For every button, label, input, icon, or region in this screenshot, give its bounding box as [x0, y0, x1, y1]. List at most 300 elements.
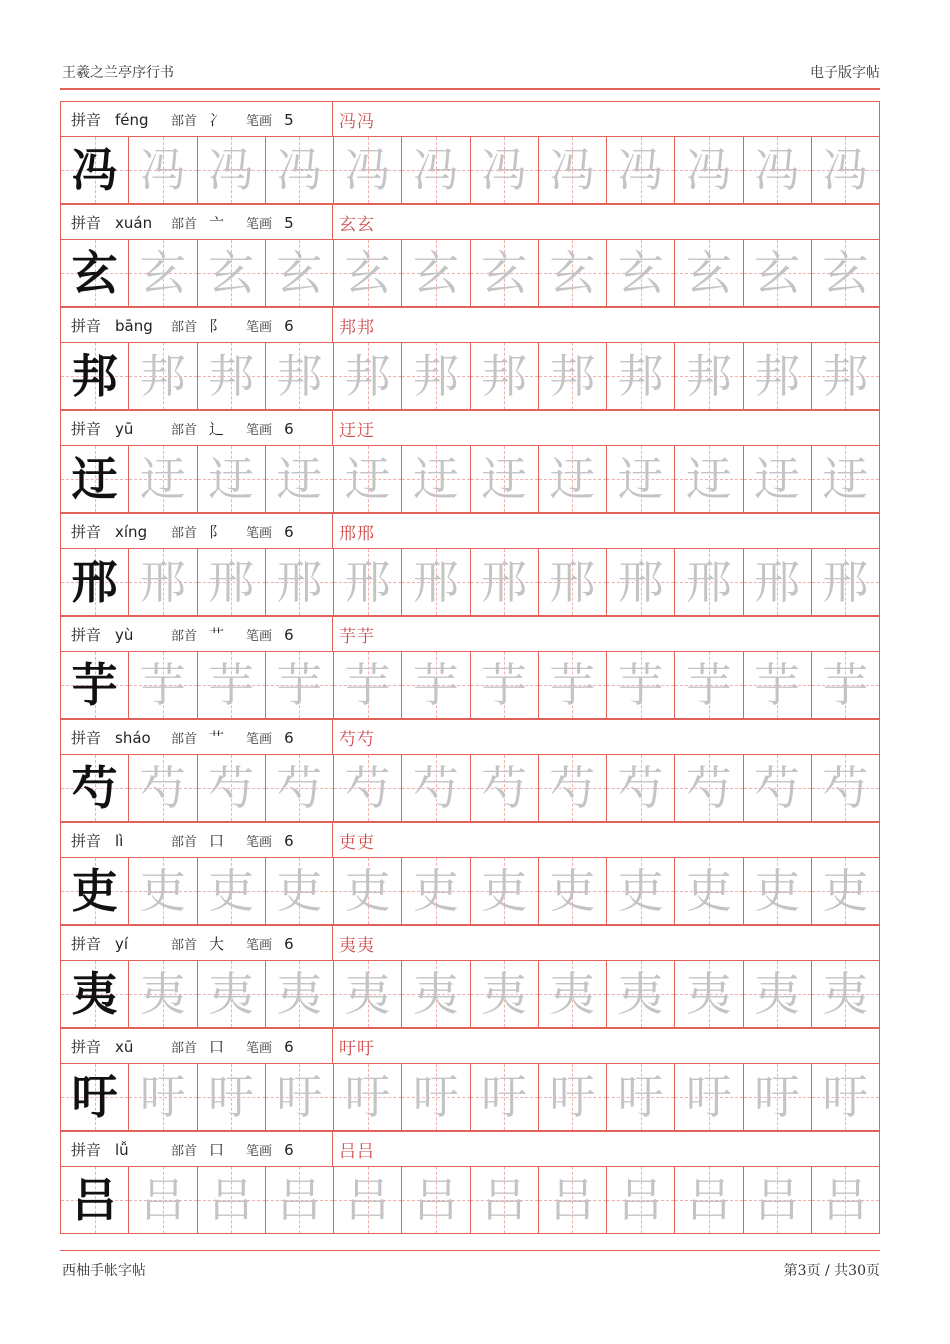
trace-cell — [744, 343, 812, 409]
trace-cell — [675, 549, 743, 615]
trace-character: 邢 — [685, 555, 732, 609]
trace-cell — [334, 1167, 402, 1233]
trace-cell — [607, 549, 675, 615]
char-meta — [61, 926, 333, 961]
trace-character: 吕 — [208, 1173, 255, 1227]
trace-cell — [471, 1064, 539, 1130]
trace-cell — [744, 446, 812, 512]
trace-cell — [402, 446, 470, 512]
trace-character: 邦 — [481, 349, 528, 403]
trace-character: 邢 — [754, 555, 801, 609]
trace-character: 芋 — [344, 658, 391, 712]
radical-value: 亠 — [209, 214, 225, 232]
stroke-count-value: 6 — [284, 934, 294, 953]
trace-cell — [607, 652, 675, 718]
trace-cell — [471, 343, 539, 409]
practice-row — [60, 719, 880, 822]
trace-character: 芍 — [549, 761, 596, 815]
trace-character: 邢 — [481, 555, 528, 609]
stroke-count-value: 5 — [284, 213, 294, 232]
info-bar — [60, 616, 880, 652]
trace-character: 芍 — [344, 761, 391, 815]
trace-cell — [607, 343, 675, 409]
trace-character: 玄 — [276, 246, 323, 300]
char-meta — [61, 102, 333, 137]
trace-character: 芋 — [208, 658, 255, 712]
stroke-count-label: 笔画 — [246, 629, 273, 644]
trace-character: 玄 — [685, 246, 732, 300]
radical-label: 部首 — [171, 320, 198, 335]
trace-cell — [607, 240, 675, 306]
trace-character: 吏 — [685, 864, 732, 918]
trace-character: 吏 — [276, 864, 323, 918]
trace-character: 吏 — [344, 864, 391, 918]
trace-character: 夷 — [344, 967, 391, 1021]
stroke-order: 邦邦 — [339, 318, 375, 338]
trace-character: 吕 — [344, 1173, 391, 1227]
char-meta — [61, 411, 333, 446]
trace-cell — [129, 755, 197, 821]
trace-cell — [471, 755, 539, 821]
trace-cell — [334, 652, 402, 718]
trace-character: 吁 — [685, 1070, 732, 1124]
info-bar — [60, 410, 880, 446]
trace-cell — [539, 343, 607, 409]
trace-character: 吏 — [549, 864, 596, 918]
trace-cell — [129, 137, 197, 203]
trace-cell — [402, 755, 470, 821]
stroke-order: 吏吏 — [339, 833, 375, 853]
practice-grid — [60, 342, 880, 410]
trace-character: 迂 — [412, 452, 459, 506]
radical-label: 部首 — [171, 629, 198, 644]
model-cell — [61, 858, 129, 924]
trace-cell — [334, 343, 402, 409]
trace-character: 邦 — [139, 349, 186, 403]
trace-character: 邦 — [685, 349, 732, 403]
trace-cell — [129, 343, 197, 409]
radical-label: 部首 — [171, 835, 198, 850]
trace-cell — [744, 549, 812, 615]
trace-character: 吕 — [822, 1173, 869, 1227]
stroke-count-value: 6 — [284, 1140, 294, 1159]
header-title: 王羲之兰亭序行书 — [62, 65, 174, 81]
trace-character: 迂 — [754, 452, 801, 506]
model-cell — [61, 137, 129, 203]
info-bar — [60, 513, 880, 549]
trace-character: 吏 — [617, 864, 664, 918]
trace-character: 芋 — [685, 658, 732, 712]
trace-cell — [675, 137, 743, 203]
trace-character: 芍 — [139, 761, 186, 815]
trace-character: 冯 — [412, 143, 459, 197]
pinyin-label: 拼音 — [71, 523, 102, 541]
trace-character: 邢 — [617, 555, 664, 609]
trace-cell — [266, 137, 334, 203]
trace-cell — [471, 1167, 539, 1233]
trace-cell — [334, 1064, 402, 1130]
model-cell — [61, 446, 129, 512]
model-cell — [61, 1064, 129, 1130]
char-meta — [61, 1132, 333, 1167]
model-character: 邢 — [71, 555, 118, 609]
trace-character: 吁 — [276, 1070, 323, 1124]
trace-cell — [744, 961, 812, 1027]
trace-character: 冯 — [276, 143, 323, 197]
trace-cell — [471, 549, 539, 615]
model-character: 吏 — [71, 864, 118, 918]
stroke-count-label: 笔画 — [246, 423, 273, 438]
trace-character: 芋 — [139, 658, 186, 712]
footer-divider — [60, 1250, 880, 1251]
trace-cell — [266, 1064, 334, 1130]
trace-character: 玄 — [617, 246, 664, 300]
trace-cell — [402, 961, 470, 1027]
trace-cell — [744, 652, 812, 718]
page-number: 第3页 / 共30页 — [783, 1263, 880, 1279]
trace-character: 吕 — [412, 1173, 459, 1227]
trace-character: 芋 — [276, 658, 323, 712]
trace-cell — [266, 961, 334, 1027]
model-character: 玄 — [71, 246, 118, 300]
trace-cell — [402, 652, 470, 718]
trace-cell — [607, 1064, 675, 1130]
model-character: 吁 — [71, 1070, 118, 1124]
pinyin-value: yù — [115, 625, 134, 644]
stroke-count-value: 6 — [284, 625, 294, 644]
stroke-count-value: 6 — [284, 1037, 294, 1056]
char-meta — [61, 1029, 333, 1064]
trace-character: 吏 — [208, 864, 255, 918]
trace-character: 邦 — [754, 349, 801, 403]
pinyin-label: 拼音 — [71, 111, 102, 129]
trace-cell — [744, 1167, 812, 1233]
trace-cell — [198, 858, 266, 924]
trace-cell — [675, 240, 743, 306]
trace-character: 吕 — [754, 1173, 801, 1227]
stroke-count-label: 笔画 — [246, 732, 273, 747]
practice-grid — [60, 548, 880, 616]
pinyin-label: 拼音 — [71, 935, 102, 953]
trace-cell — [334, 240, 402, 306]
model-character: 邦 — [71, 349, 118, 403]
trace-cell — [198, 1167, 266, 1233]
trace-character: 迂 — [276, 452, 323, 506]
stroke-count-label: 笔画 — [246, 1041, 273, 1056]
trace-character: 芍 — [685, 761, 732, 815]
pinyin-label: 拼音 — [71, 214, 102, 232]
trace-cell — [334, 858, 402, 924]
trace-character: 夷 — [208, 967, 255, 1021]
stroke-count-value: 6 — [284, 316, 294, 335]
trace-character: 夷 — [549, 967, 596, 1021]
trace-cell — [744, 858, 812, 924]
stroke-order: 吁吁 — [339, 1039, 375, 1059]
radical-value: 口 — [209, 832, 225, 850]
radical-label: 部首 — [171, 114, 198, 129]
trace-cell — [539, 652, 607, 718]
trace-character: 邢 — [276, 555, 323, 609]
pinyin-value: xuán — [115, 213, 153, 232]
trace-character: 冯 — [481, 143, 528, 197]
trace-cell — [675, 755, 743, 821]
trace-character: 玄 — [822, 246, 869, 300]
trace-character: 夷 — [412, 967, 459, 1021]
trace-cell — [266, 240, 334, 306]
trace-character: 冯 — [617, 143, 664, 197]
char-meta — [61, 308, 333, 343]
trace-cell — [812, 961, 879, 1027]
pinyin-label: 拼音 — [71, 626, 102, 644]
trace-character: 吏 — [481, 864, 528, 918]
trace-character: 吁 — [208, 1070, 255, 1124]
practice-grid — [60, 1166, 880, 1234]
trace-character: 芍 — [208, 761, 255, 815]
trace-character: 吕 — [549, 1173, 596, 1227]
trace-cell — [812, 240, 879, 306]
stroke-order: 冯冯 — [339, 112, 375, 132]
stroke-count-label: 笔画 — [246, 114, 273, 129]
trace-cell — [539, 1167, 607, 1233]
trace-cell — [402, 343, 470, 409]
trace-character: 邢 — [344, 555, 391, 609]
stroke-order: 迂迂 — [339, 421, 375, 441]
trace-character: 吏 — [139, 864, 186, 918]
footer-brand: 西柚手帐字帖 — [62, 1263, 146, 1279]
stroke-count-value: 6 — [284, 831, 294, 850]
trace-character: 玄 — [412, 246, 459, 300]
radical-label: 部首 — [171, 1041, 198, 1056]
trace-cell — [198, 446, 266, 512]
stroke-count-label: 笔画 — [246, 835, 273, 850]
model-cell — [61, 240, 129, 306]
radical-value: 口 — [209, 1038, 225, 1056]
char-meta — [61, 617, 333, 652]
trace-character: 迂 — [617, 452, 664, 506]
trace-cell — [744, 1064, 812, 1130]
trace-character: 吁 — [617, 1070, 664, 1124]
trace-character: 玄 — [481, 246, 528, 300]
trace-character: 吁 — [822, 1070, 869, 1124]
trace-character: 玄 — [208, 246, 255, 300]
practice-row — [60, 822, 880, 925]
char-meta — [61, 823, 333, 858]
trace-character: 迂 — [139, 452, 186, 506]
trace-cell — [402, 240, 470, 306]
trace-character: 夷 — [617, 967, 664, 1021]
trace-character: 芍 — [754, 761, 801, 815]
trace-cell — [198, 755, 266, 821]
char-meta — [61, 205, 333, 240]
trace-character: 吁 — [139, 1070, 186, 1124]
trace-character: 迂 — [549, 452, 596, 506]
trace-character: 邢 — [822, 555, 869, 609]
pinyin-value: lì — [115, 831, 124, 850]
trace-cell — [198, 240, 266, 306]
practice-grid — [60, 960, 880, 1028]
pinyin-label: 拼音 — [71, 832, 102, 850]
trace-character: 迂 — [685, 452, 732, 506]
trace-cell — [266, 549, 334, 615]
radical-value: 冫 — [209, 111, 225, 129]
trace-cell — [402, 549, 470, 615]
practice-grid — [60, 445, 880, 513]
trace-character: 邦 — [344, 349, 391, 403]
trace-cell — [471, 446, 539, 512]
practice-grid — [60, 754, 880, 822]
radical-label: 部首 — [171, 217, 198, 232]
trace-cell — [675, 1167, 743, 1233]
trace-cell — [539, 961, 607, 1027]
model-character: 芋 — [71, 658, 118, 712]
trace-cell — [198, 137, 266, 203]
radical-label: 部首 — [171, 732, 198, 747]
radical-value: 口 — [209, 1141, 225, 1159]
info-bar — [60, 1028, 880, 1064]
trace-character: 芍 — [412, 761, 459, 815]
trace-cell — [266, 1167, 334, 1233]
trace-character: 冯 — [549, 143, 596, 197]
trace-cell — [266, 858, 334, 924]
model-character: 夷 — [71, 967, 118, 1021]
trace-character: 冯 — [822, 143, 869, 197]
info-bar — [60, 719, 880, 755]
trace-character: 吏 — [412, 864, 459, 918]
trace-cell — [607, 137, 675, 203]
practice-row — [60, 204, 880, 307]
radical-value: 大 — [209, 935, 225, 953]
trace-cell — [266, 343, 334, 409]
trace-character: 邦 — [208, 349, 255, 403]
model-cell — [61, 549, 129, 615]
trace-character: 芋 — [617, 658, 664, 712]
pinyin-label: 拼音 — [71, 317, 102, 335]
trace-cell — [198, 343, 266, 409]
trace-character: 芍 — [276, 761, 323, 815]
stroke-count-value: 5 — [284, 110, 294, 129]
trace-cell — [129, 240, 197, 306]
trace-character: 芋 — [481, 658, 528, 712]
trace-cell — [402, 137, 470, 203]
trace-character: 邦 — [617, 349, 664, 403]
trace-character: 芋 — [549, 658, 596, 712]
trace-cell — [607, 1167, 675, 1233]
trace-cell — [675, 1064, 743, 1130]
radical-value: 艹 — [209, 626, 225, 644]
trace-cell — [675, 858, 743, 924]
trace-character: 吁 — [754, 1070, 801, 1124]
pinyin-value: sháo — [115, 728, 151, 747]
pinyin-label: 拼音 — [71, 420, 102, 438]
trace-cell — [812, 652, 879, 718]
trace-cell — [334, 446, 402, 512]
info-bar — [60, 925, 880, 961]
trace-cell — [607, 858, 675, 924]
trace-character: 芍 — [822, 761, 869, 815]
trace-character: 吕 — [139, 1173, 186, 1227]
info-bar — [60, 1131, 880, 1167]
trace-character: 芋 — [754, 658, 801, 712]
trace-character: 玄 — [344, 246, 391, 300]
trace-character: 吁 — [412, 1070, 459, 1124]
trace-character: 夷 — [481, 967, 528, 1021]
trace-character: 冯 — [344, 143, 391, 197]
trace-cell — [266, 446, 334, 512]
pinyin-value: lǚ — [115, 1140, 129, 1159]
pinyin-value: xū — [115, 1037, 134, 1056]
trace-cell — [539, 755, 607, 821]
model-cell — [61, 1167, 129, 1233]
model-character: 迂 — [71, 452, 118, 506]
trace-character: 迂 — [208, 452, 255, 506]
practice-sheet — [60, 101, 880, 1234]
trace-cell — [402, 1167, 470, 1233]
trace-character: 邦 — [822, 349, 869, 403]
trace-character: 邦 — [276, 349, 323, 403]
trace-character: 玄 — [139, 246, 186, 300]
trace-cell — [471, 858, 539, 924]
model-cell — [61, 755, 129, 821]
header-divider — [60, 88, 880, 90]
header-subtitle: 电子版字帖 — [810, 65, 880, 81]
trace-cell — [334, 137, 402, 203]
practice-grid — [60, 1063, 880, 1131]
trace-cell — [744, 755, 812, 821]
trace-cell — [266, 755, 334, 821]
trace-character: 吕 — [685, 1173, 732, 1227]
stroke-count-value: 6 — [284, 419, 294, 438]
trace-character: 邢 — [412, 555, 459, 609]
trace-character: 夷 — [139, 967, 186, 1021]
trace-cell — [402, 858, 470, 924]
trace-cell — [539, 446, 607, 512]
trace-cell — [539, 240, 607, 306]
trace-cell — [198, 652, 266, 718]
trace-character: 冯 — [208, 143, 255, 197]
trace-cell — [129, 652, 197, 718]
practice-row — [60, 616, 880, 719]
radical-value: 艹 — [209, 729, 225, 747]
stroke-count-label: 笔画 — [246, 526, 273, 541]
trace-character: 冯 — [685, 143, 732, 197]
trace-character: 邢 — [208, 555, 255, 609]
trace-cell — [675, 343, 743, 409]
stroke-order: 夷夷 — [339, 936, 375, 956]
radical-value: 辶 — [209, 420, 225, 438]
trace-character: 吁 — [549, 1070, 596, 1124]
info-bar — [60, 204, 880, 240]
pinyin-value: xíng — [115, 522, 148, 541]
trace-cell — [198, 549, 266, 615]
trace-cell — [539, 1064, 607, 1130]
trace-character: 玄 — [754, 246, 801, 300]
trace-cell — [607, 755, 675, 821]
trace-cell — [198, 1064, 266, 1130]
trace-cell — [539, 549, 607, 615]
trace-character: 邢 — [549, 555, 596, 609]
stroke-count-label: 笔画 — [246, 320, 273, 335]
trace-character: 夷 — [685, 967, 732, 1021]
stroke-order: 玄玄 — [339, 215, 375, 235]
trace-character: 邦 — [549, 349, 596, 403]
trace-cell — [812, 858, 879, 924]
stroke-order: 芋芋 — [339, 627, 375, 647]
trace-character: 吁 — [344, 1070, 391, 1124]
pinyin-value: yí — [115, 934, 129, 953]
trace-character: 邢 — [139, 555, 186, 609]
stroke-count-label: 笔画 — [246, 1144, 273, 1159]
trace-cell — [675, 961, 743, 1027]
